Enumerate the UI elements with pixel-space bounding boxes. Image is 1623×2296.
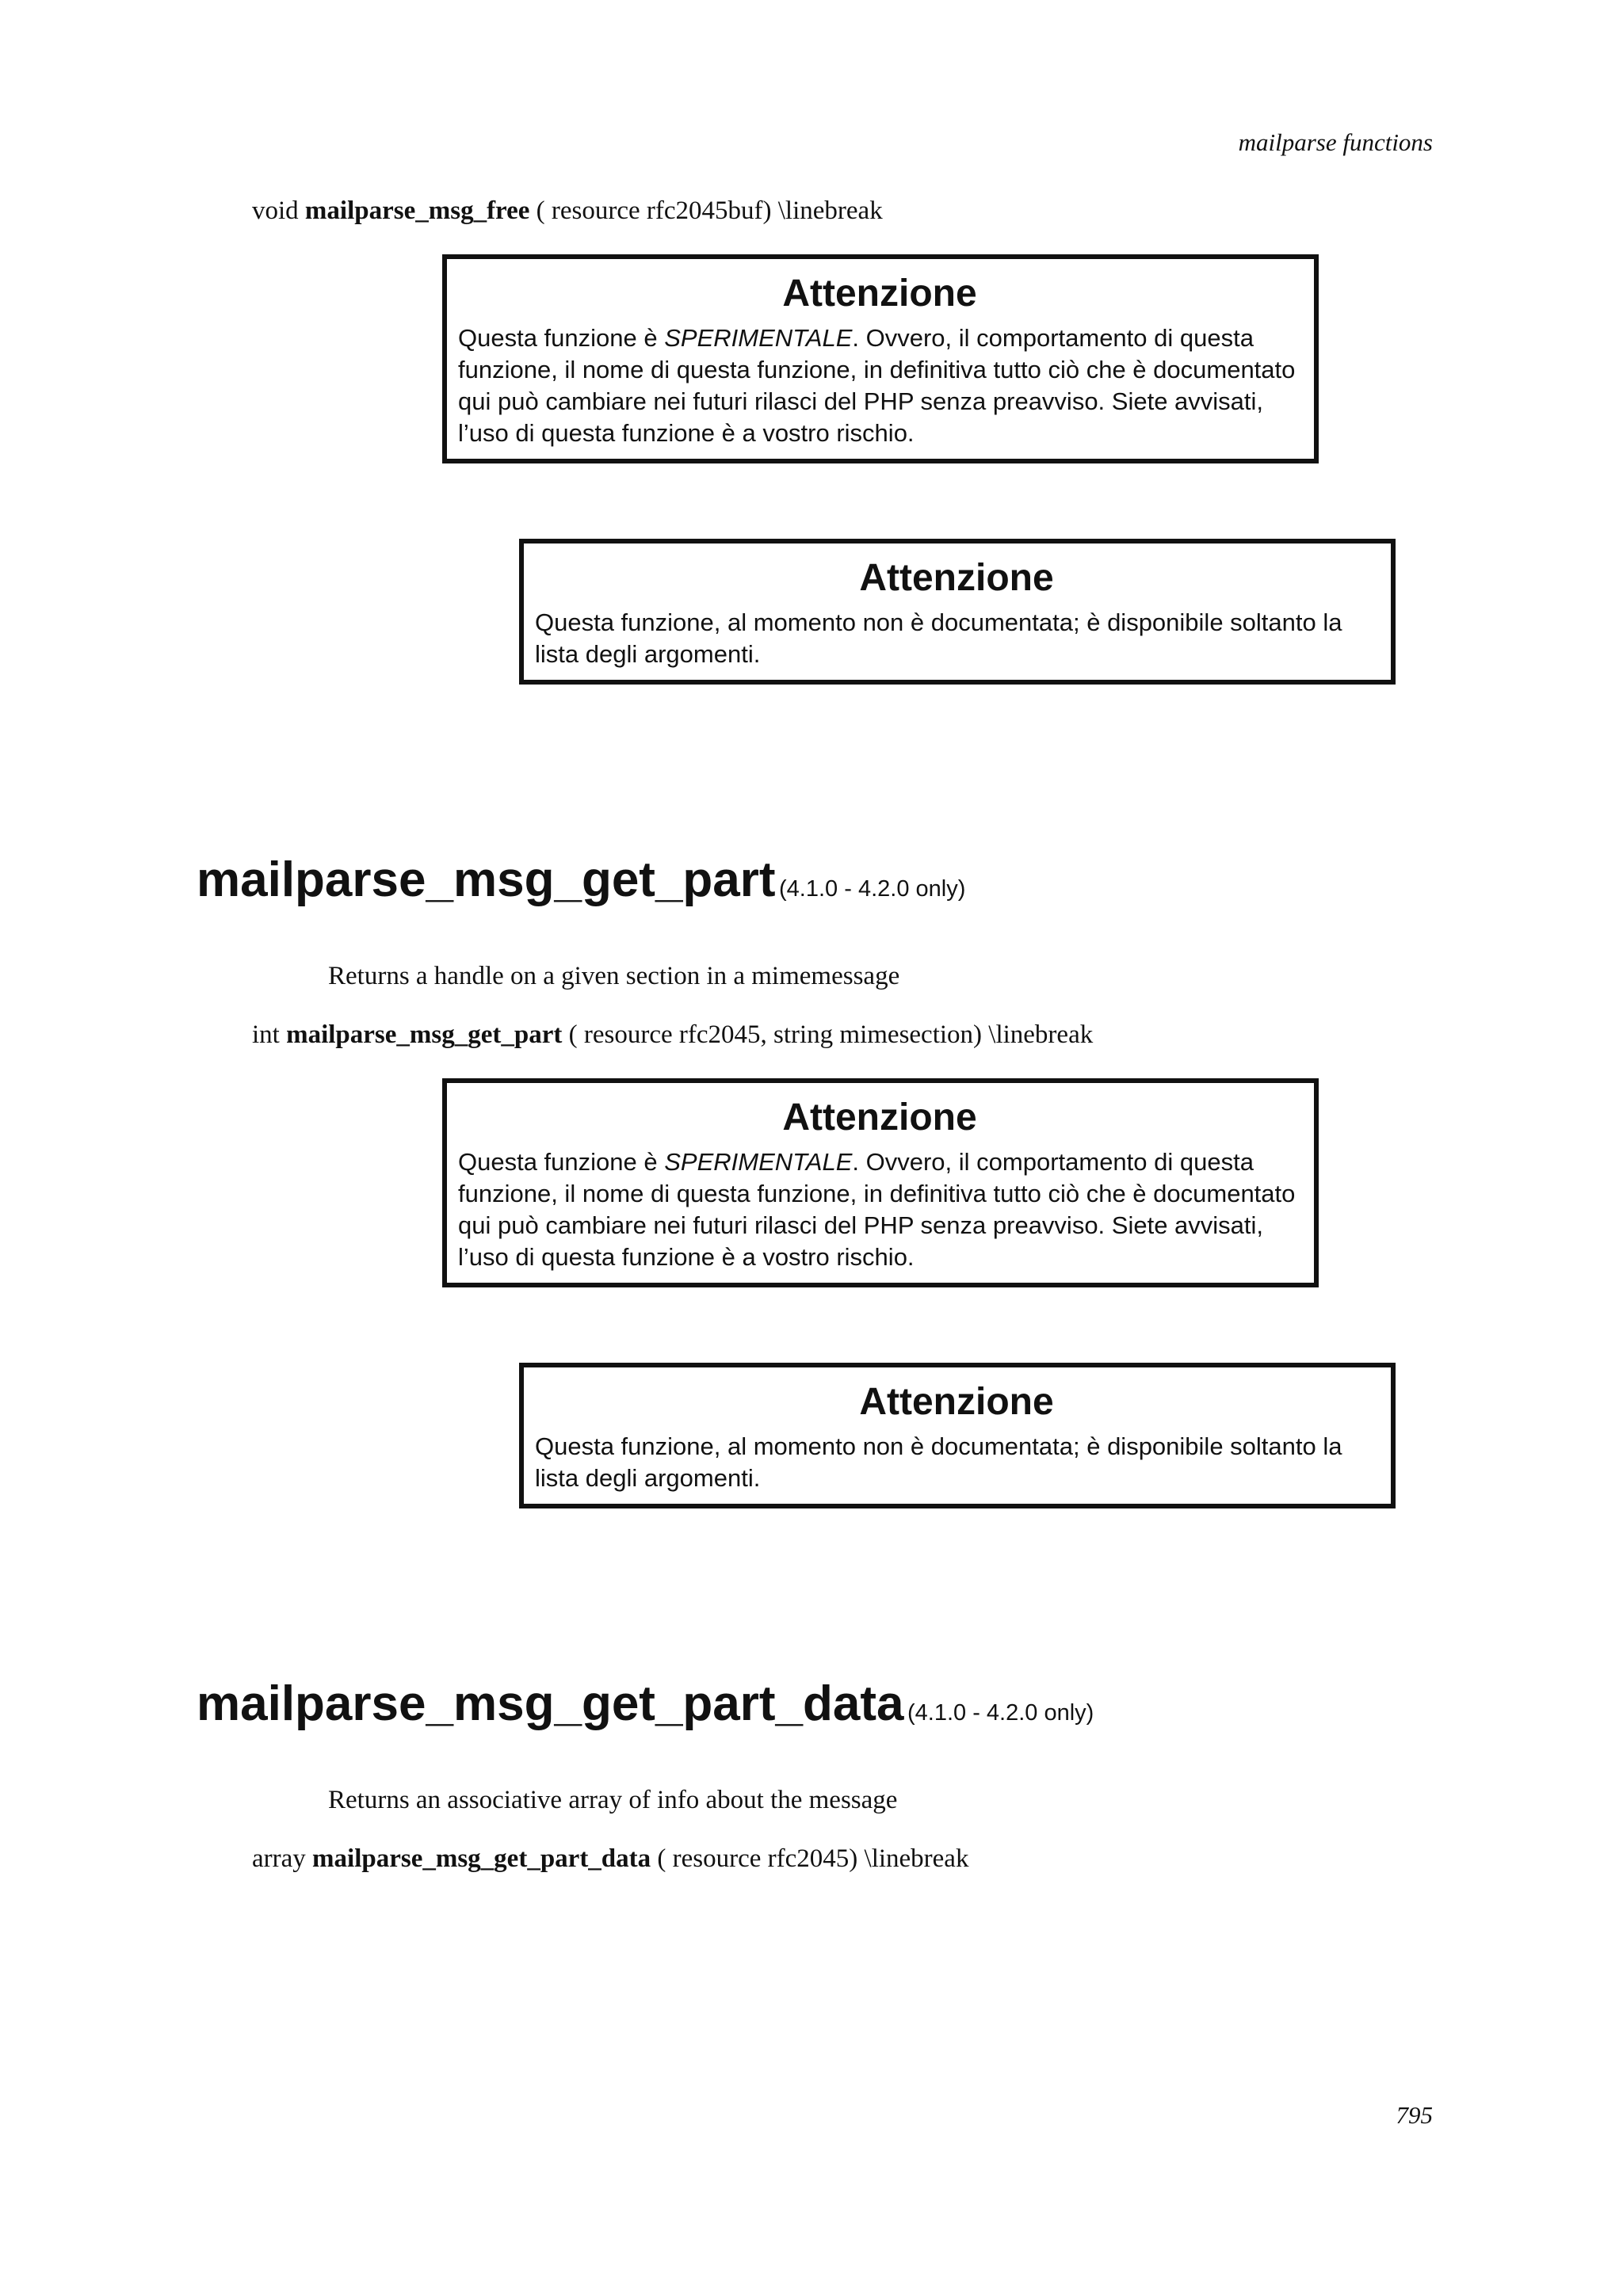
refentry-title-msg-get-part-data	[197, 1676, 1094, 1732]
warning-text: Questa funzione è SPERIMENTALE. Ovvero, il comportamento di questa funzione, il nome di questa funzione, in definitiva tutto ciò che è documentato qui può cambiare nei futuri rilasci del PHP senza preavviso. Siete avvisati, l’uso di questa funzione è a vostro rischio.	[458, 1148, 1296, 1271]
synopsis-msg-free	[252, 196, 883, 226]
synopsis-msg-get-part-data	[252, 1844, 968, 1874]
warning-text: Questa funzione è SPERIMENTALE. Ovvero, il comportamento di questa funzione, il nome di questa funzione, in definitiva tutto ciò che è documentato qui può cambiare nei futuri rilasci del PHP senza preavviso. Siete avvisati, l’uso di questa funzione è a vostro rischio.	[458, 324, 1296, 447]
refentry-title-msg-get-part	[197, 852, 965, 908]
warning-title: Attenzione	[859, 1381, 1054, 1423]
version-note: (4.1.0 - 4.2.0 only)	[779, 876, 966, 902]
warning-title: Attenzione	[782, 273, 977, 315]
purpose-msg-get-part: Returns a handle on a given section in a mimemessage	[328, 962, 900, 990]
parameters: ( resource rfc2045buf) \linebreak	[536, 196, 883, 225]
warning-text: Questa funzione, al momento non è documentata; è disponibile soltanto la lista degli argomenti.	[535, 1432, 1342, 1492]
page-number: 795	[1396, 2101, 1433, 2129]
warning-experimental-box	[442, 254, 1319, 463]
purpose-msg-get-part-data: Returns an associative array of info about the message	[328, 1786, 898, 1814]
warning-text: Questa funzione, al momento non è documentata; è disponibile soltanto la lista degli argomenti.	[535, 608, 1342, 668]
warning-undocumented-box	[519, 1363, 1396, 1508]
function-heading: mailparse_msg_get_part_data	[197, 1676, 904, 1731]
warning-experimental-box	[442, 1078, 1319, 1287]
running-header: mailparse functions	[1238, 128, 1433, 156]
warning-undocumented-box	[519, 539, 1396, 685]
warning-title: Attenzione	[859, 557, 1054, 599]
function-heading: mailparse_msg_get_part	[197, 852, 776, 907]
return-type: array	[252, 1844, 306, 1873]
parameters: ( resource rfc2045) \linebreak	[657, 1844, 969, 1873]
return-type: void	[252, 196, 299, 225]
return-type: int	[252, 1020, 280, 1049]
function-name: mailparse_msg_get_part_data	[312, 1844, 651, 1873]
warning-title: Attenzione	[782, 1097, 977, 1138]
synopsis-msg-get-part	[252, 1020, 1093, 1050]
version-note: (4.1.0 - 4.2.0 only)	[907, 1700, 1094, 1726]
parameters: ( resource rfc2045, string mimesection) \linebreak	[568, 1020, 1094, 1049]
function-name: mailparse_msg_free	[304, 196, 530, 225]
function-name: mailparse_msg_get_part	[286, 1020, 563, 1049]
